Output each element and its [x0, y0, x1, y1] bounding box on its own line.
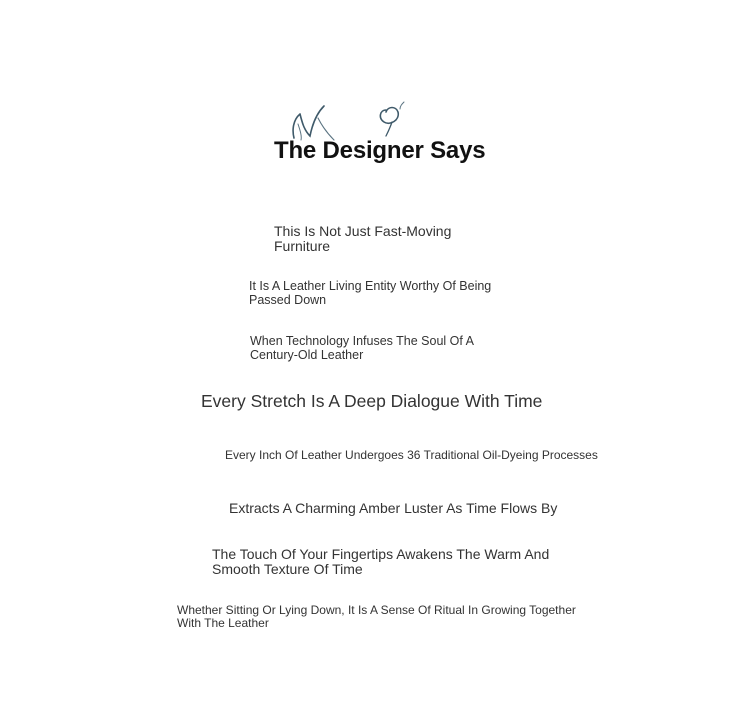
statement-line-8: Whether Sitting Or Lying Down, It Is A Sense Of Ritual In Growing Together With The Leather	[177, 603, 576, 630]
statement-line-6: Extracts A Charming Amber Luster As Time Flows By	[229, 500, 558, 516]
statement-line-7: The Touch Of Your Fingertips Awakens The Warm And Smooth Texture Of Time	[212, 546, 550, 577]
statement-line-5: Every Inch Of Leather Undergoes 36 Traditional Oil-Dyeing Processes	[225, 448, 598, 462]
statement-line-2: It Is A Leather Living Entity Worthy Of Being Passed Down	[249, 279, 492, 307]
page-title: The Designer Says	[274, 137, 486, 164]
statement-line-3: When Technology Infuses The Soul Of A Century-Old Leather	[250, 334, 474, 362]
statement-line-1: This Is Not Just Fast-Moving Furniture	[274, 223, 452, 254]
statement-line-4: Every Stretch Is A Deep Dialogue With Time	[201, 391, 543, 411]
